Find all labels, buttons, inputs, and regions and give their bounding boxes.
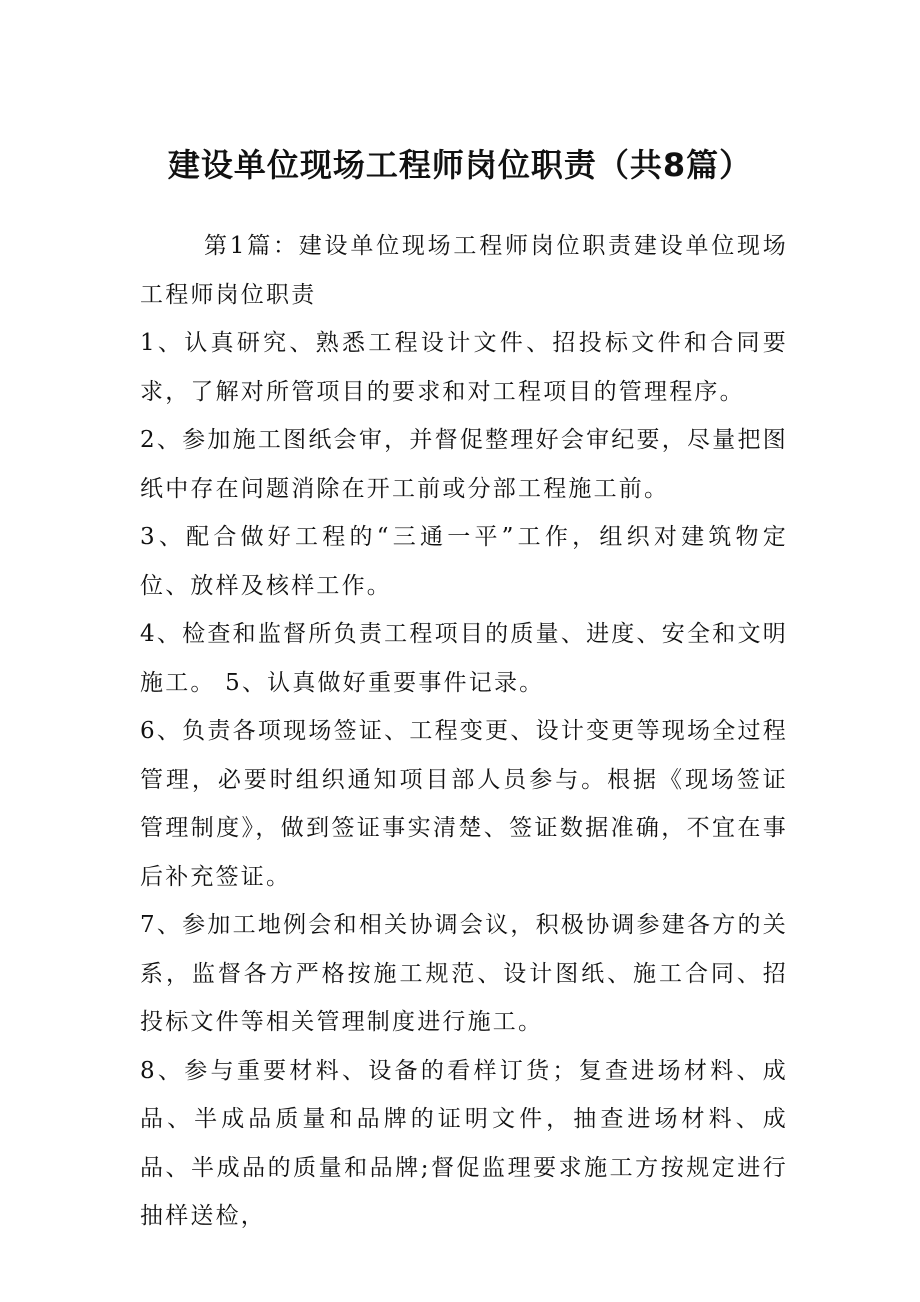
paragraph-item-4-5: 4、检查和监督所负责工程项目的质量、进度、安全和文明施工。 5、认真做好重要事件记录。 [140,621,788,696]
paragraph-item-1: 1、认真研究、熟悉工程设计文件、招投标文件和合同要求，了解对所管项目的要求和对工程项目的管理程序。 [140,330,788,405]
paragraph-intro: 第1篇：建设单位现场工程师岗位职责建设单位现场工程师岗位职责 [140,233,788,308]
paragraph-item-3: 3、配合做好工程的“三通一平”工作，组织对建筑物定位、放样及核样工作。 [140,524,788,599]
document-title: 建设单位现场工程师岗位职责（共8篇） [167,146,753,184]
paragraph-item-8: 8、参与重要材料、设备的看样订货；复查进场材料、成品、半成品质量和品牌的证明文件，抽查进场材料、成品、半成品的质量和品牌;督促监理要求施工方按规定进行抽样送检， [140,1057,788,1229]
paragraph-item-6: 6、负责各项现场签证、工程变更、设计变更等现场全过程管理，必要时组织通知项目部人员参与。根据《现场签证管理制度》，做到签证事实清楚、签证数据准确，不宜在事后补充签证。 [140,718,788,890]
paragraph-item-7: 7、参加工地例会和相关协调会议，积极协调参建各方的关系，监督各方严格按施工规范、设计图纸、施工合同、招投标文件等相关管理制度进行施工。 [140,912,788,1035]
paragraph-item-2: 2、参加施工图纸会审，并督促整理好会审纪要，尽量把图纸中存在问题消除在开工前或分部工程施工前。 [140,427,788,502]
document-body [140,222,788,1241]
